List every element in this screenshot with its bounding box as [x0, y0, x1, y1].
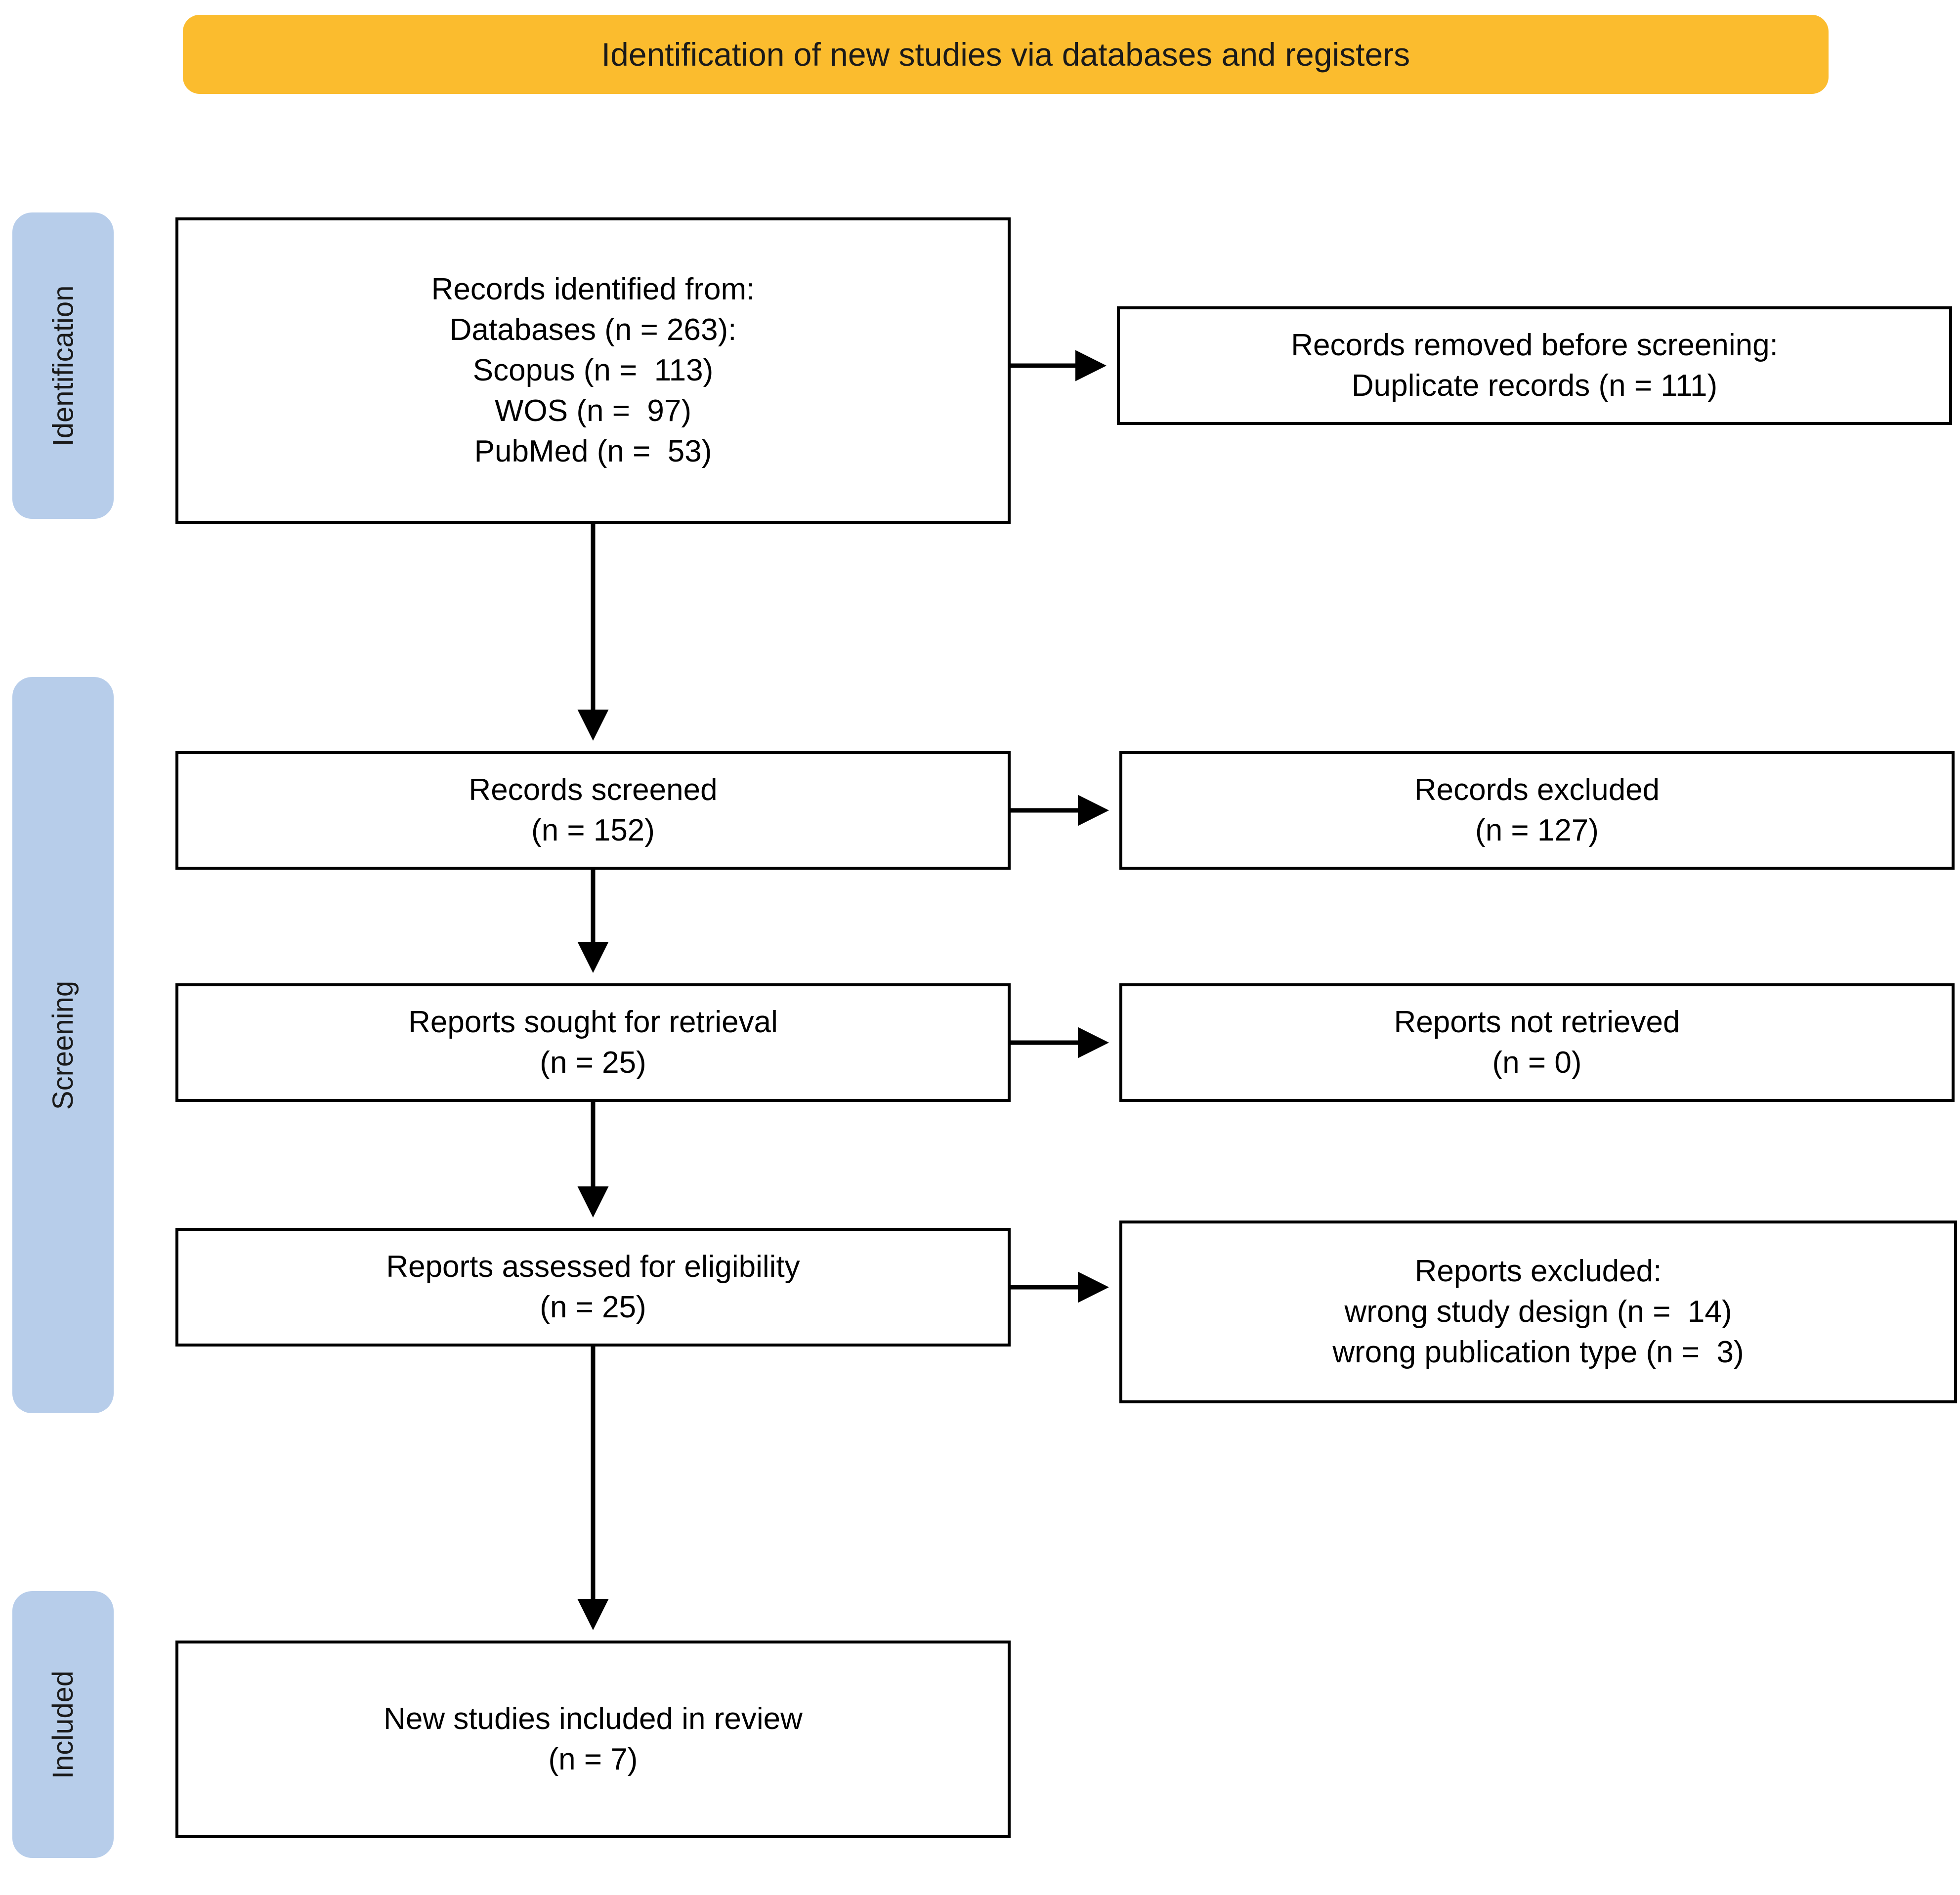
box-line: Databases (n = 263): — [449, 313, 737, 347]
box-line: (n = 25) — [540, 1046, 646, 1080]
box-line: Scopus (n = 113) — [472, 353, 714, 388]
box-line: PubMed (n = 53) — [474, 434, 712, 468]
box-line: Reports sought for retrieval — [408, 1005, 778, 1040]
box-line: Reports excluded: — [1414, 1254, 1662, 1289]
diagram-title: Identification of new studies via databases and registers — [601, 36, 1410, 73]
box-new-studies-included — [175, 1641, 1011, 1838]
stage-label-screening — [12, 677, 114, 1413]
box-records-identified — [175, 217, 1011, 524]
box-line: (n = 25) — [540, 1290, 646, 1324]
box-line: Records screened — [469, 773, 718, 807]
box-line: (n = 7) — [548, 1742, 638, 1776]
box-line: WOS (n = 97) — [495, 393, 691, 428]
box-reports-excluded — [1119, 1221, 1957, 1403]
stage-label-identification-text: Identification — [47, 285, 79, 446]
diagram-title-banner — [183, 15, 1829, 94]
box-line: Duplicate records (n = 111) — [1351, 369, 1718, 403]
box-line: (n = 152) — [531, 813, 655, 847]
box-reports-assessed — [175, 1228, 1011, 1347]
box-line: Records identified from: — [431, 272, 755, 307]
box-line: (n = 127) — [1475, 813, 1599, 847]
box-line: Reports not retrieved — [1394, 1005, 1680, 1040]
box-line: (n = 0) — [1492, 1046, 1582, 1080]
stage-label-screening-text: Screening — [47, 980, 80, 1110]
box-records-screened — [175, 751, 1011, 870]
box-reports-sought — [175, 983, 1011, 1102]
box-line: New studies included in review — [383, 1702, 803, 1736]
box-line: wrong publication type (n = 3) — [1332, 1335, 1744, 1369]
box-reports-not-retrieved — [1119, 983, 1955, 1102]
box-line: Reports assessed for eligibility — [386, 1250, 800, 1284]
box-line: wrong study design (n = 14) — [1344, 1295, 1732, 1329]
box-line: Records excluded — [1414, 773, 1660, 807]
box-line: Records removed before screening: — [1291, 328, 1778, 363]
stage-label-identification — [12, 212, 114, 519]
box-records-excluded — [1119, 751, 1955, 870]
stage-label-included-text: Included — [47, 1670, 80, 1779]
stage-label-included — [12, 1591, 114, 1858]
box-records-removed — [1117, 306, 1952, 425]
